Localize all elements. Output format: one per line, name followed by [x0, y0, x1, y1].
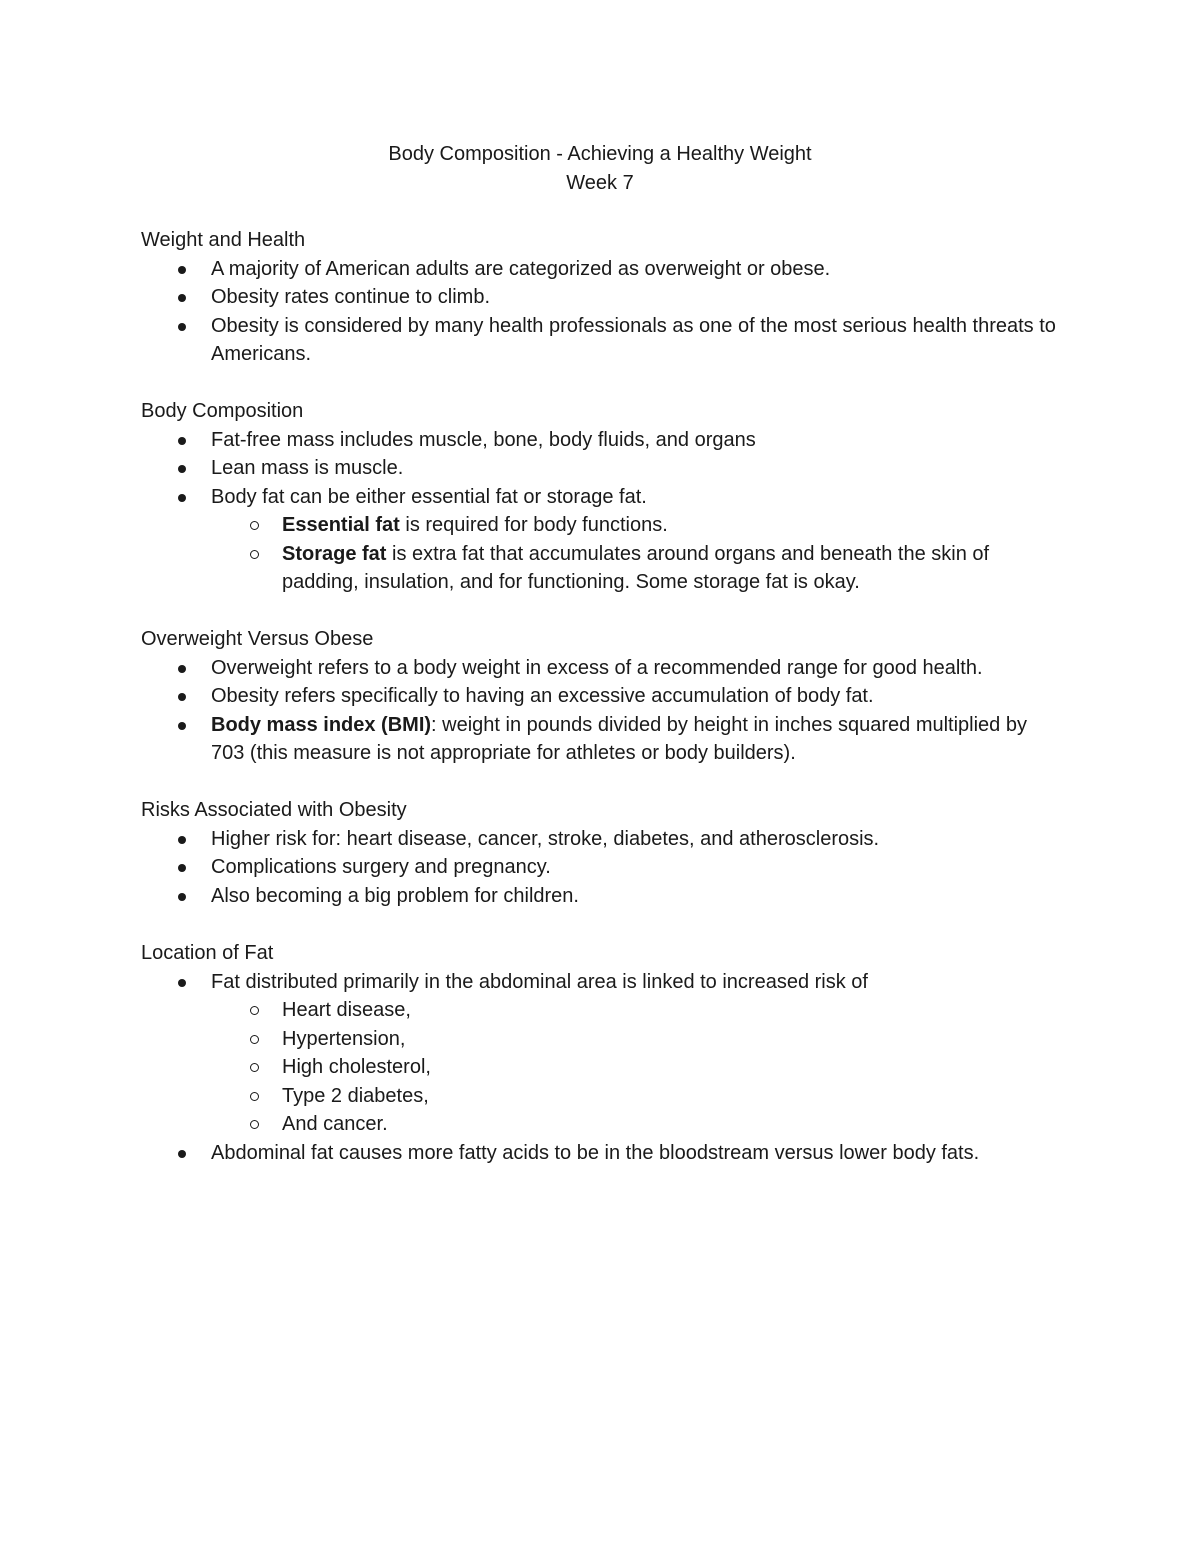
circle-bullet-icon	[250, 550, 259, 559]
bullet-icon	[178, 494, 186, 502]
bullet-icon	[178, 323, 186, 331]
bullet-icon	[178, 979, 186, 987]
list-item	[141, 654, 1061, 683]
list-item-text: Overweight refers to a body weight in excess of a recommended range for good health.	[211, 656, 983, 679]
sub-list-item-text: is required for body functions.	[399, 514, 668, 536]
list-item-text: Abdominal fat causes more fatty acids to be in the bloodstream versus lower body fats.	[211, 1141, 980, 1164]
bullet-icon	[178, 836, 186, 844]
list-item	[141, 882, 1061, 911]
list-item-text: Fat distributed primarily in the abdominal area is linked to increased risk of	[211, 970, 868, 993]
list-item	[141, 283, 1061, 312]
list-item-text: Obesity is considered by many health professionals as one of the most serious health threats to Americans.	[211, 314, 1056, 365]
list-item-text: : weight in pounds divided by height in inches squared multiplied by 703 (this measure is not appropriate for athletes or body builders).	[211, 713, 1027, 764]
list-item-text: A majority of American adults are categorized as overweight or obese.	[211, 257, 831, 280]
section-weight-and-health	[141, 226, 1061, 369]
list-item	[141, 968, 1061, 1139]
list-item-text: Complications surgery and pregnancy.	[211, 856, 551, 878]
sub-list-item	[211, 1025, 1061, 1054]
section-heading: Overweight Versus Obese	[141, 628, 374, 650]
bullet-icon	[178, 864, 186, 872]
document-title: Body Composition - Achieving a Healthy Weight	[388, 143, 812, 165]
list-item-text: Obesity refers specifically to having an excessive accumulation of body fat.	[211, 685, 874, 707]
list-item	[141, 426, 1061, 455]
bullet-icon	[178, 294, 186, 302]
list-item-text: Body fat can be either essential fat or storage fat.	[211, 485, 647, 508]
circle-bullet-icon	[250, 1092, 259, 1101]
list-item	[141, 454, 1061, 483]
bullet-list	[141, 426, 1061, 597]
bullet-list	[141, 654, 1061, 768]
sub-list-item-text: is extra fat that accumulates around organs and beneath the skin of padding, insulation, and for functioning. Some storage fat is okay.	[282, 542, 990, 593]
bullet-list	[141, 255, 1061, 369]
list-item-text: Higher risk for: heart disease, cancer, stroke, diabetes, and atherosclerosis.	[211, 827, 880, 850]
list-item	[141, 711, 1061, 768]
sub-list-item	[211, 1053, 1061, 1082]
sub-list-item-text: Heart disease,	[282, 999, 411, 1021]
bullet-icon	[178, 266, 186, 274]
list-item	[141, 483, 1061, 597]
section-body-composition	[141, 397, 1061, 597]
list-item-text: Also becoming a big problem for children.	[211, 884, 579, 907]
list-item	[141, 853, 1061, 882]
list-item-text: Fat-free mass includes muscle, bone, body fluids, and organs	[211, 428, 756, 451]
list-item	[141, 825, 1061, 854]
bullet-icon	[178, 693, 186, 701]
sub-list-item-text: And cancer.	[282, 1113, 388, 1135]
section-location-of-fat	[141, 939, 1061, 1167]
sub-list-item-text: High cholesterol,	[282, 1056, 431, 1078]
section-risks-associated-with-obesity	[141, 796, 1061, 910]
list-item	[141, 1139, 1061, 1168]
term-bmi: Body mass index (BMI)	[211, 713, 432, 736]
sub-list-item	[211, 540, 1061, 597]
sub-list	[211, 996, 1061, 1139]
bullet-icon	[178, 437, 186, 445]
bullet-icon	[178, 465, 186, 473]
bullet-icon	[178, 665, 186, 673]
circle-bullet-icon	[250, 1035, 259, 1044]
circle-bullet-icon	[250, 1006, 259, 1015]
sub-list-item-text: Hypertension,	[282, 1027, 406, 1050]
circle-bullet-icon	[250, 1063, 259, 1072]
list-item-text: Obesity rates continue to climb.	[211, 286, 491, 308]
bullet-list	[141, 825, 1061, 911]
sub-list-item-text: Type 2 diabetes,	[282, 1084, 429, 1107]
term-essential-fat: Essential fat	[282, 514, 400, 536]
term-storage-fat: Storage fat	[282, 542, 387, 565]
section-heading: Location of Fat	[141, 942, 274, 964]
bullet-icon	[178, 1150, 186, 1158]
sub-list-item	[211, 1110, 1061, 1139]
section-heading: Risks Associated with Obesity	[141, 799, 407, 821]
bullet-icon	[178, 722, 186, 730]
section-heading: Body Composition	[141, 400, 304, 422]
list-item-text: Lean mass is muscle.	[211, 457, 404, 479]
sub-list-item	[211, 1082, 1061, 1111]
sub-list-item	[211, 996, 1061, 1025]
bullet-icon	[178, 893, 186, 901]
list-item	[141, 312, 1061, 369]
document-subtitle: Week 7	[566, 172, 634, 194]
bullet-list	[141, 968, 1061, 1168]
sub-list-item	[211, 511, 1061, 540]
section-overweight-versus-obese	[141, 625, 1061, 768]
circle-bullet-icon	[250, 521, 259, 530]
sub-list	[211, 511, 1061, 597]
section-heading: Weight and Health	[141, 229, 306, 251]
list-item	[141, 682, 1061, 711]
list-item	[141, 255, 1061, 284]
circle-bullet-icon	[250, 1120, 259, 1129]
